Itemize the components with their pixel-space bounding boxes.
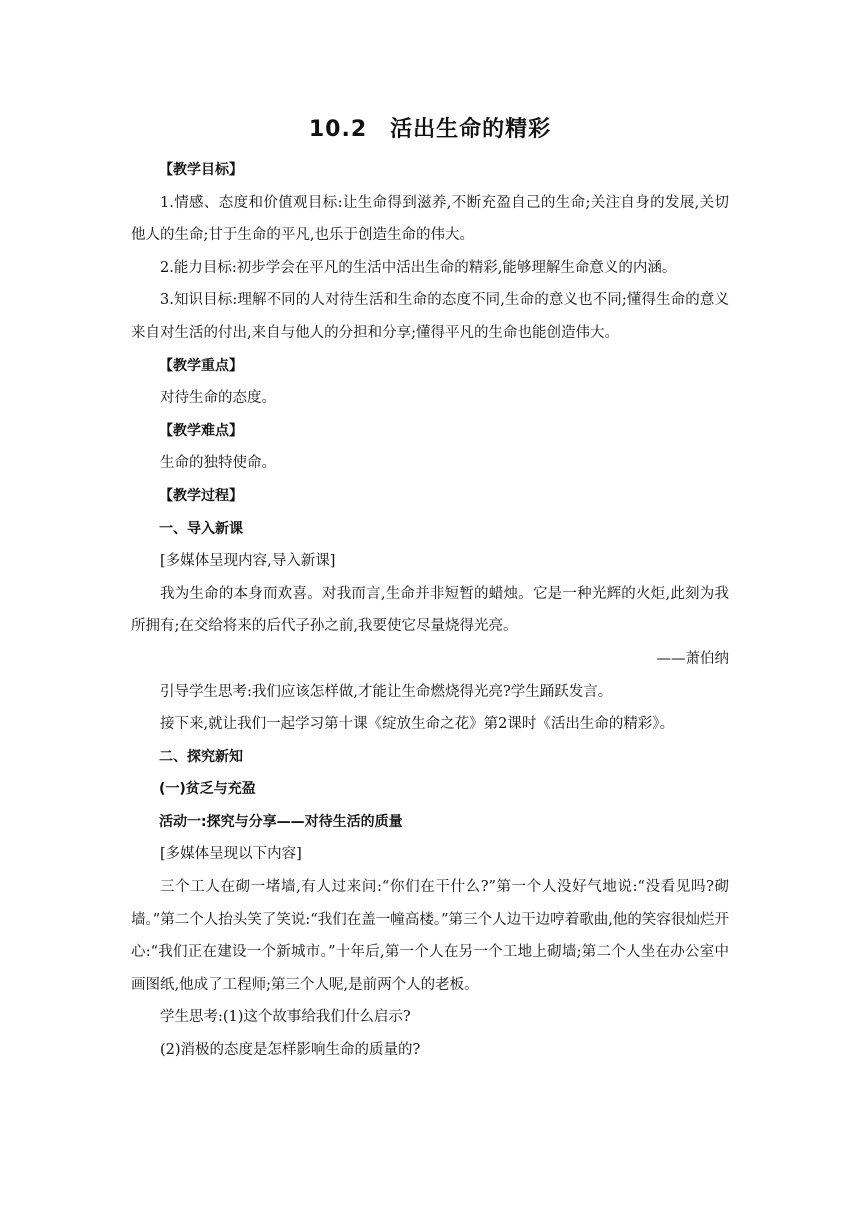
paragraph-difficulty: 生命的独特使命。: [160, 455, 276, 472]
section-heading-difficulties: 【教学难点】: [159, 422, 243, 439]
subheading-explore: 二、探究新知: [159, 748, 243, 765]
paragraph-story: 三个工人在砌一堵墙,有人过来问:“你们在干什么?”第一个人没好气地说:“没看见吗?砌墙。”第二个人抬头笑了笑说:“我们在盖一幢高楼。”第三个人边干边哼着歌曲,他的笑容很灿烂开心:“我们正在建设一个新城市。”十年后,第一个人在另一个工地上砌墙;第二个人坐在办公室中画图纸,他成了工程师;第三个人呢,是前两个人的老板。: [131, 879, 729, 993]
paragraph-key-point: 对待生命的态度。: [160, 390, 276, 407]
paragraph-objective-1: 1.情感、态度和价值观目标:让生命得到滋养,不断充盈自己的生命;关注自身的发展,关切他人的生命;甘于生命的平凡,也乐于创造生命的伟大。: [131, 194, 729, 244]
paragraph-media-note: [多媒体呈现内容,导入新课]: [160, 553, 336, 570]
section-heading-objectives: 【教学目标】: [159, 162, 243, 178]
subheading-intro: 一、导入新课: [159, 520, 243, 537]
paragraph-media-note-2: [多媒体呈现以下内容]: [160, 846, 302, 863]
document-body: [131, 154, 729, 1067]
paragraph-question-1: 学生思考:(1)这个故事给我们什么启示?: [160, 1009, 411, 1026]
paragraph-quote: 我为生命的本身而欢喜。对我而言,生命并非短暂的蜡烛。它是一种光辉的火炬,此刻为我所拥有;在交给将来的后代子孙之前,我要使它尽量烧得光亮。: [131, 585, 729, 635]
paragraph-question-2: (2)消极的态度是怎样影响生命的质量的?: [160, 1042, 421, 1059]
section-heading-key-points: 【教学重点】: [159, 357, 243, 374]
subheading-poverty-fullness: (一)贫乏与充盈: [159, 781, 256, 798]
paragraph-objective-3: 3.知识目标:理解不同的人对待生活和生命的态度不同,生命的意义也不同;懂得生命的意义来自对生活的付出,来自与他人的分担和分享;懂得平凡的生命也能创造伟大。: [131, 292, 729, 341]
paragraph-guide: 引导学生思考:我们应该怎样做,才能让生命燃烧得光亮?学生踊跃发言。: [160, 683, 613, 700]
page-title: 10.2 活出生命的精彩: [308, 117, 552, 142]
section-heading-process: 【教学过程】: [159, 487, 243, 504]
paragraph-transition: 接下来,就让我们一起学习第十课《绽放生命之花》第2课时《活出生命的精彩》。: [160, 716, 675, 733]
paragraph-objective-2: 2.能力目标:初步学会在平凡的生活中活出生命的精彩,能够理解生命意义的内涵。: [160, 259, 677, 276]
subheading-activity-1: 活动一:探究与分享——对待生活的质量: [159, 813, 403, 830]
quote-attribution: ——萧伯纳: [656, 650, 729, 667]
